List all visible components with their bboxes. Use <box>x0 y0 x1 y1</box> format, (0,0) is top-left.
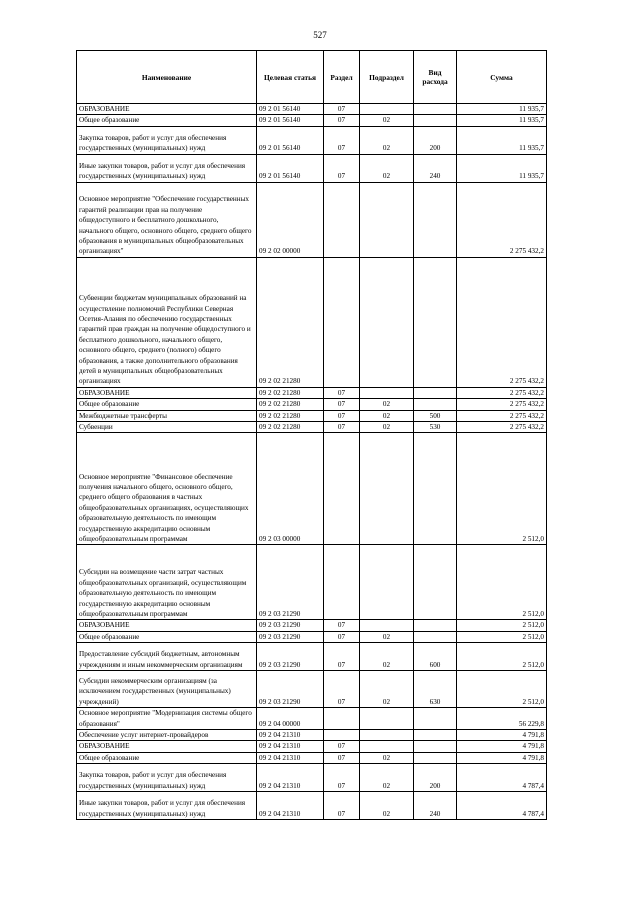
row-target-code: 09 2 04 21310 <box>257 741 324 752</box>
table-row <box>77 115 547 126</box>
table-row <box>77 387 547 398</box>
row-subsection: 02 <box>360 752 414 763</box>
row-subsection <box>360 620 414 631</box>
row-name: Общее образование <box>77 752 257 763</box>
row-amount: 2 275 432,2 <box>457 399 547 410</box>
row-name: Основное мероприятие "Обеспечение государственных гарантий реализации прав на получение общедоступного и бесплатного дошкольного, начального общего, основного общего, среднего общего образования в муниципальных общеобразовательных организациях" <box>77 182 257 257</box>
row-expense-type: 630 <box>414 671 457 708</box>
row-expense-type <box>414 631 457 642</box>
row-amount: 2 275 432,2 <box>457 257 547 387</box>
row-subsection: 02 <box>360 764 414 792</box>
row-section: 07 <box>324 422 360 433</box>
row-target-code: 09 2 01 56140 <box>257 104 324 115</box>
row-name: ОБРАЗОВАНИЕ <box>77 104 257 115</box>
row-amount: 2 512,0 <box>457 643 547 671</box>
row-name: Общее образование <box>77 115 257 126</box>
row-expense-type <box>414 182 457 257</box>
row-name: ОБРАЗОВАНИЕ <box>77 387 257 398</box>
row-name: Субсидии на возмещение части затрат частных общеобразовательных организаций, осуществляющим образовательную деятельность по имеющим государственную аккредитацию основным общеобразовательным программам <box>77 545 257 620</box>
row-amount: 11 935,7 <box>457 115 547 126</box>
row-amount: 2 512,0 <box>457 671 547 708</box>
row-amount: 11 935,7 <box>457 154 547 182</box>
row-amount: 56 229,8 <box>457 708 547 730</box>
table-row <box>77 257 547 387</box>
row-target-code: 09 2 01 56140 <box>257 126 324 154</box>
row-target-code: 09 2 04 21310 <box>257 752 324 763</box>
row-section: 07 <box>324 631 360 642</box>
row-subsection: 02 <box>360 792 414 820</box>
row-expense-type: 240 <box>414 792 457 820</box>
row-expense-type <box>414 387 457 398</box>
row-subsection <box>360 257 414 387</box>
row-expense-type <box>414 104 457 115</box>
row-section: 07 <box>324 387 360 398</box>
row-name: Иные закупки товаров, работ и услуг для обеспечения государственных (муниципальных) нужд <box>77 154 257 182</box>
row-section: 07 <box>324 115 360 126</box>
row-subsection: 02 <box>360 422 414 433</box>
table-row <box>77 671 547 708</box>
row-subsection: 02 <box>360 671 414 708</box>
table-row <box>77 422 547 433</box>
row-expense-type <box>414 115 457 126</box>
table-row <box>77 764 547 792</box>
row-amount: 11 935,7 <box>457 104 547 115</box>
row-expense-type <box>414 752 457 763</box>
table-row <box>77 631 547 642</box>
table-row <box>77 708 547 730</box>
row-section <box>324 708 360 730</box>
header-name: Наименование <box>77 51 257 104</box>
row-subsection <box>360 182 414 257</box>
row-target-code: 09 2 02 21280 <box>257 399 324 410</box>
header-subsection: Подраздел <box>360 51 414 104</box>
budget-table <box>76 50 547 820</box>
row-name: Основное мероприятие "Финансовое обеспечение получения начального общего, основного общего, среднего общего образования в частных общеобразовательных организациях, осуществляющих образовательную деятельность по имеющим государственную аккредитацию основным общеобразовательным программам <box>77 433 257 545</box>
row-target-code: 09 2 03 21290 <box>257 631 324 642</box>
row-amount: 4 791,8 <box>457 741 547 752</box>
row-amount: 2 512,0 <box>457 620 547 631</box>
row-section: 07 <box>324 620 360 631</box>
table-row <box>77 752 547 763</box>
row-expense-type <box>414 620 457 631</box>
row-name: Обеспечение услуг интернет-провайдеров <box>77 730 257 741</box>
row-section: 07 <box>324 643 360 671</box>
row-section <box>324 545 360 620</box>
table-row <box>77 399 547 410</box>
row-name: Субсидии некоммерческим организациям (за исключением государственных (муниципальных) учреждений) <box>77 671 257 708</box>
row-amount: 4 787,4 <box>457 764 547 792</box>
table-row <box>77 410 547 421</box>
row-section: 07 <box>324 671 360 708</box>
row-amount: 11 935,7 <box>457 126 547 154</box>
page-number: 527 <box>313 30 327 40</box>
header-target: Целевая статья <box>257 51 324 104</box>
row-amount: 2 275 432,2 <box>457 182 547 257</box>
table-row <box>77 620 547 631</box>
row-amount: 2 512,0 <box>457 545 547 620</box>
row-section: 07 <box>324 104 360 115</box>
row-target-code: 09 2 02 21280 <box>257 387 324 398</box>
row-expense-type: 500 <box>414 410 457 421</box>
row-subsection: 02 <box>360 410 414 421</box>
row-target-code: 09 2 03 21290 <box>257 545 324 620</box>
row-name: Общее образование <box>77 399 257 410</box>
row-expense-type <box>414 545 457 620</box>
row-name: Предоставление субсидий бюджетным, автономным учреждениям и иным некоммерческим организациям <box>77 643 257 671</box>
row-expense-type: 600 <box>414 643 457 671</box>
row-amount: 2 512,0 <box>457 631 547 642</box>
table-row <box>77 154 547 182</box>
table-row <box>77 182 547 257</box>
row-subsection: 02 <box>360 399 414 410</box>
row-amount: 2 275 432,2 <box>457 410 547 421</box>
row-subsection <box>360 387 414 398</box>
header-expense-type: Вид расхода <box>414 51 457 104</box>
row-target-code: 09 2 03 21290 <box>257 620 324 631</box>
row-subsection <box>360 730 414 741</box>
row-target-code: 09 2 01 56140 <box>257 154 324 182</box>
row-name: Общее образование <box>77 631 257 642</box>
row-expense-type <box>414 257 457 387</box>
row-expense-type <box>414 730 457 741</box>
row-subsection: 02 <box>360 631 414 642</box>
row-name: Закупка товаров, работ и услуг для обеспечения государственных (муниципальных) нужд <box>77 764 257 792</box>
table-row <box>77 545 547 620</box>
row-name: Иные закупки товаров, работ и услуг для обеспечения государственных (муниципальных) нужд <box>77 792 257 820</box>
row-subsection <box>360 545 414 620</box>
header-amount: Сумма <box>457 51 547 104</box>
table-row <box>77 741 547 752</box>
row-section: 07 <box>324 154 360 182</box>
row-subsection: 02 <box>360 115 414 126</box>
row-name: ОБРАЗОВАНИЕ <box>77 620 257 631</box>
row-section: 07 <box>324 792 360 820</box>
row-expense-type: 200 <box>414 126 457 154</box>
row-target-code: 09 2 03 21290 <box>257 643 324 671</box>
row-section: 07 <box>324 126 360 154</box>
row-target-code: 09 2 02 21280 <box>257 257 324 387</box>
row-expense-type <box>414 708 457 730</box>
table-row <box>77 792 547 820</box>
table-row <box>77 126 547 154</box>
row-section: 07 <box>324 752 360 763</box>
row-name: Субвенции <box>77 422 257 433</box>
row-expense-type: 530 <box>414 422 457 433</box>
row-subsection <box>360 433 414 545</box>
row-subsection: 02 <box>360 154 414 182</box>
table-row <box>77 433 547 545</box>
row-expense-type <box>414 433 457 545</box>
row-target-code: 09 2 02 21280 <box>257 410 324 421</box>
row-name: ОБРАЗОВАНИЕ <box>77 741 257 752</box>
row-subsection: 02 <box>360 643 414 671</box>
row-name: Основное мероприятие "Модернизация системы общего образования" <box>77 708 257 730</box>
row-name: Межбюджетные трансферты <box>77 410 257 421</box>
row-target-code: 09 2 04 00000 <box>257 708 324 730</box>
row-subsection <box>360 741 414 752</box>
row-subsection <box>360 104 414 115</box>
row-expense-type <box>414 399 457 410</box>
table-row <box>77 104 547 115</box>
row-target-code: 09 2 03 00000 <box>257 433 324 545</box>
row-expense-type <box>414 741 457 752</box>
row-target-code: 09 2 04 21310 <box>257 792 324 820</box>
row-name: Субвенции бюджетам муниципальных образований на осуществление полномочий Республики Северная Осетия-Алания по обеспечению государственных гарантий прав граждан на получение общедоступного и бесплатного дошкольного, начального общего, основного общего, среднего (полного) общего образования, а также дополнительного образования детей в муниципальных общеобразовательных организациях <box>77 257 257 387</box>
row-amount: 4 791,8 <box>457 730 547 741</box>
row-target-code: 09 2 04 21310 <box>257 764 324 792</box>
row-section: 07 <box>324 410 360 421</box>
row-section <box>324 433 360 545</box>
row-expense-type: 240 <box>414 154 457 182</box>
row-section: 07 <box>324 741 360 752</box>
table-header-row <box>77 51 547 104</box>
row-target-code: 09 2 02 21280 <box>257 422 324 433</box>
header-section: Раздел <box>324 51 360 104</box>
row-amount: 4 787,4 <box>457 792 547 820</box>
row-target-code: 09 2 04 21310 <box>257 730 324 741</box>
row-subsection: 02 <box>360 126 414 154</box>
row-section: 07 <box>324 399 360 410</box>
row-amount: 2 512,0 <box>457 433 547 545</box>
row-amount: 4 791,8 <box>457 752 547 763</box>
row-amount: 2 275 432,2 <box>457 422 547 433</box>
table-row <box>77 643 547 671</box>
row-target-code: 09 2 01 56140 <box>257 115 324 126</box>
row-section <box>324 182 360 257</box>
row-target-code: 09 2 03 21290 <box>257 671 324 708</box>
row-subsection <box>360 708 414 730</box>
row-amount: 2 275 432,2 <box>457 387 547 398</box>
row-section <box>324 730 360 741</box>
row-section <box>324 257 360 387</box>
table-row <box>77 730 547 741</box>
row-section: 07 <box>324 764 360 792</box>
row-target-code: 09 2 02 00000 <box>257 182 324 257</box>
row-name: Закупка товаров, работ и услуг для обеспечения государственных (муниципальных) нужд <box>77 126 257 154</box>
row-expense-type: 200 <box>414 764 457 792</box>
